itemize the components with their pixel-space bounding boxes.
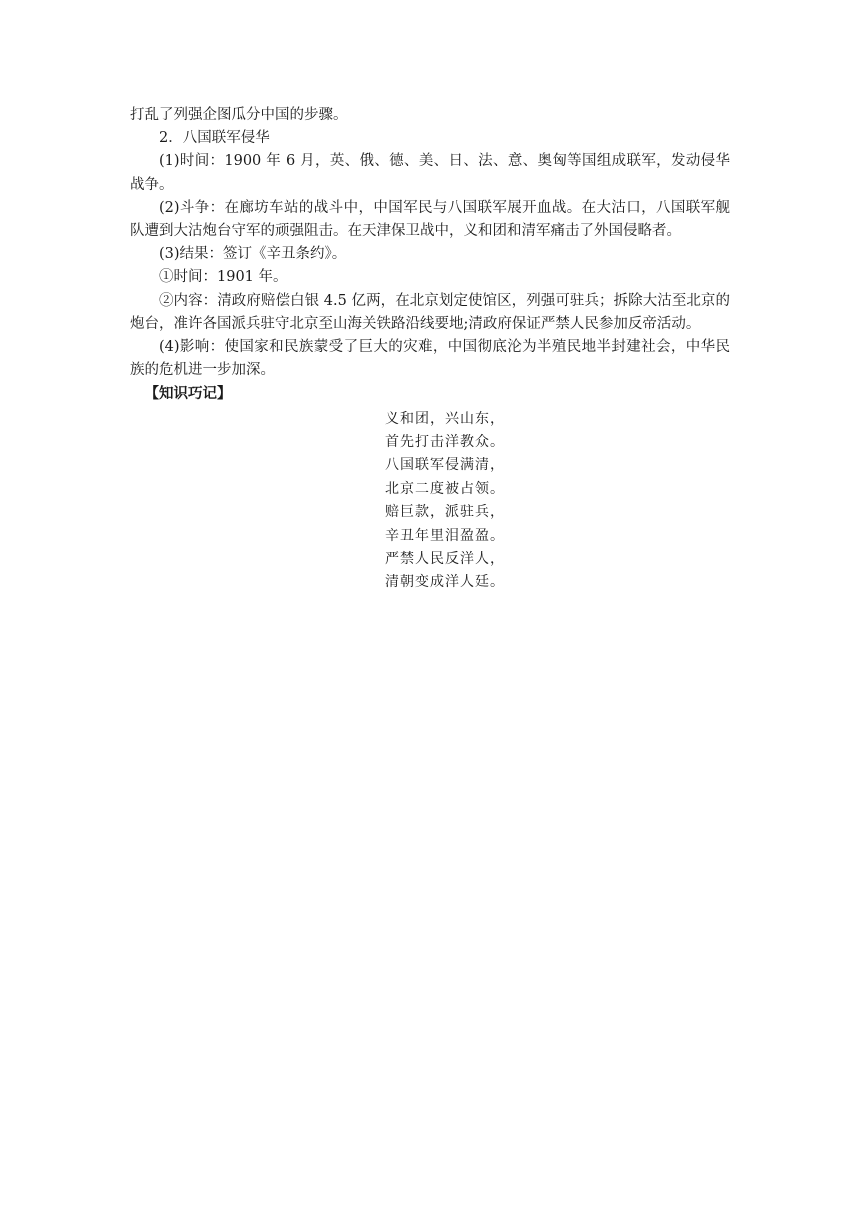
poem-line-5: 赔巨款，派驻兵，: [385, 504, 505, 521]
poem-line-3: 八国联军侵满清，: [385, 457, 505, 474]
knowledge-tip-title: 【知识巧记】: [144, 385, 232, 403]
item-3-result: (3)结果：签订《辛丑条约》。: [159, 246, 347, 263]
item-2-struggle: (2)斗争：在廊坊车站的战斗中，中国军民与八国联军展开血战。在大沽口，八国联军舰队遭到大沽炮台守军的顽强阻击。在天津保卫战中，义和团和清军痛击了外国侵略者。: [130, 199, 730, 240]
poem-line-4: 北京二度被占领。: [385, 480, 505, 497]
poem-line-2: 首先打击洋教众。: [385, 434, 505, 451]
poem-line-7: 严禁人民反洋人，: [385, 551, 505, 568]
item-3-time: ①时间：1901 年。: [159, 269, 288, 286]
document-page: [130, 104, 730, 595]
section-2-title: 2．八国联军侵华: [159, 130, 270, 147]
poem-line-1: 义和团，兴山东，: [385, 410, 505, 427]
intro-line: 打乱了列强企图瓜分中国的步骤。: [130, 107, 348, 123]
item-3-content: ②内容：清政府赔偿白银 4.5 亿两，在北京划定使馆区，列强可驻兵；拆除大沽至北京的炮台，准许各国派兵驻守北京至山海关铁路沿线要地;清政府保证严禁人民参加反帝活动。: [130, 292, 730, 332]
poem-line-8: 清朝变成洋人廷。: [385, 574, 505, 591]
mnemonic-poem: [130, 408, 730, 595]
item-1-time: (1)时间：1900 年 6 月，英、俄、德、美、日、法、意、奥匈等国组成联军，发动侵华战争。: [130, 153, 730, 193]
poem-line-6: 辛丑年里泪盈盈。: [385, 527, 505, 544]
item-4-impact: (4)影响：使国家和民族蒙受了巨大的灾难，中国彻底沦为半殖民地半封建社会，中华民族的危机进一步加深。: [130, 339, 730, 379]
